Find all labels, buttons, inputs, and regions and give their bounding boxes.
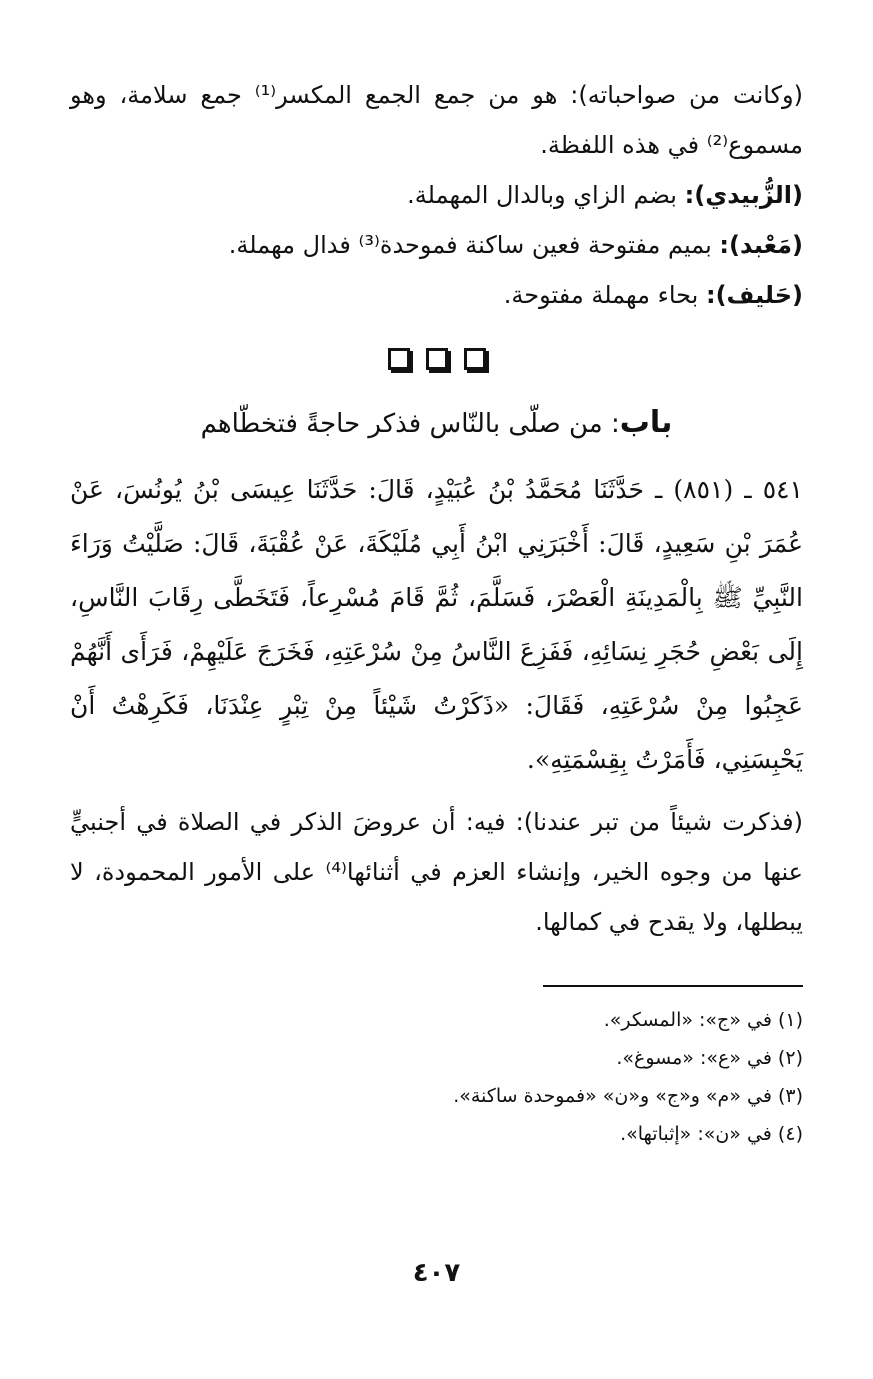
- commentary-paragraph: (فذكرت شيئاً من تبر عندنا): فيه: أن عروضَ الذكر في الصلاة في أجنبيٍّ عنها من وجوه الخير، وإنشاء العزم في أثنائها⁽⁴⁾ على الأمور المحمودة، لا يبطلها، ولا يقدح في كمالها.: [70, 808, 804, 936]
- footnote-2: (٢) في «ع»: «مسوغ».: [616, 1047, 803, 1069]
- page-number: ٤٠٧: [412, 1258, 461, 1288]
- footnote-4: (٤) في «ن»: «إثباتها».: [620, 1123, 803, 1145]
- hadith-text: ٥٤١ ـ (٨٥١) ـ حَدَّثَنَا مُحَمَّدُ بْنُ عُبَيْدٍ، قَالَ: حَدَّثَنَا عِيسَى بْنُ يُونُسَ، عَنْ عُمَرَ بْنِ سَعِيدٍ، قَالَ: أَخْبَرَنِي ابْنُ أَبِي مُلَيْكَةَ، عَنْ عُقْبَةَ، قَالَ: صَلَّيْتُ وَرَاءَ النَّبِيِّ ﷺ بِالْمَدِينَةِ الْعَصْرَ، فَسَلَّمَ، ثُمَّ قَامَ مُسْرِعاً، فَتَخَطَّى رِقَابَ النَّاسِ، إِلَى بَعْضِ حُجَرِ نِسَائِهِ، فَفَزِعَ النَّاسُ مِنْ سُرْعَتِهِ، فَخَرَجَ عَلَيْهِمْ، فَرَأَى أَنَّهُمْ عَجِبُوا مِنْ سُرْعَتِهِ، فَقَالَ: «ذَكَرْتُ شَيْئاً مِنْ تِبْرٍ عِنْدَنَا، فَكَرِهْتُ أَنْ يَحْبِسَنِي، فَأَمَرْتُ بِقِسْمَتِهِ».: [70, 475, 803, 774]
- chapter-label: باب: [619, 405, 673, 440]
- gloss-term: (الزُّبيدي):: [684, 181, 803, 209]
- separator-box-icon: [426, 348, 448, 370]
- gloss-term: (حَليف):: [705, 281, 803, 309]
- chapter-heading: [70, 398, 803, 449]
- chapter-title-text: : من صلّى بالنّاس فذكر حاجةً فتخطّاهم: [200, 409, 620, 439]
- gloss-text: بميم مفتوحة فعين ساكنة فموحدة⁽³⁾ فدال مهملة.: [228, 231, 720, 259]
- separator-box-icon: [388, 348, 410, 370]
- intro-paragraph: (وكانت من صواحباته): هو من جمع الجمع المكسر⁽¹⁾ جمع سلامة، وهو مسموع⁽²⁾ في هذه اللفظة.: [70, 81, 803, 159]
- gloss-term: (مَعْبد):: [719, 231, 803, 259]
- separator-box-icon: [464, 348, 486, 370]
- gloss-zubaidi: [70, 170, 803, 220]
- footnote-divider: [543, 985, 803, 987]
- gloss-mabad: [70, 220, 803, 270]
- section-separator: [70, 348, 803, 370]
- footnote-3: (٣) في «م» و«ج» و«ن» «فموحدة ساكنة».: [453, 1085, 803, 1107]
- gloss-text: بحاء مهملة مفتوحة.: [503, 281, 706, 309]
- gloss-text: بضم الزاي وبالدال المهملة.: [407, 181, 685, 209]
- page-body: [70, 70, 803, 1153]
- gloss-halif: [70, 270, 803, 320]
- footnote-1: (١) في «ج»: «المسكر».: [603, 1009, 803, 1031]
- footnotes: [70, 1001, 803, 1153]
